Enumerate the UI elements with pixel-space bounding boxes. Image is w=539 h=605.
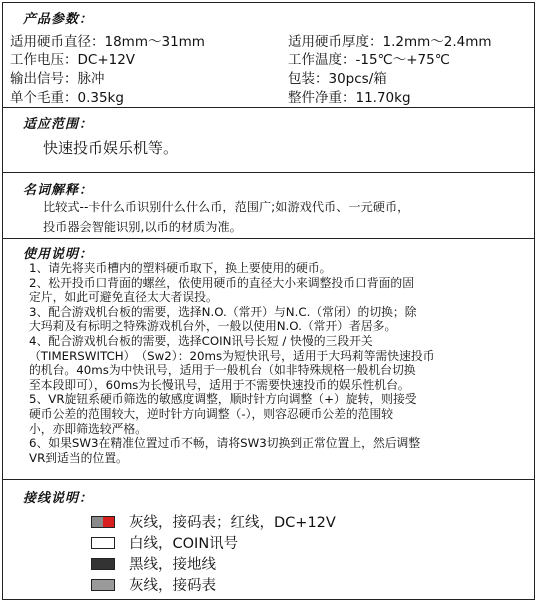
spec-coin-diameter: 适用硬币直径：18mm～31mm [10,34,205,50]
wiring-list [91,511,336,595]
spec-net-weight: 整件净重：11.70kg [288,90,411,106]
wire-swatch [91,558,115,570]
usage-title: 使用说明： [23,247,94,262]
usage-line: 2、松开投币口背面的螺丝，依使用硬币的直径大小来调整投币口背面的固 [29,275,415,290]
usage-line: 6、如果SW3在精准位置过币不畅，请将SW3切换到正常位置上，然后调整 [29,436,421,451]
wiring-item [91,532,336,553]
spec-packing: 包装：30pcs/箱 [288,71,387,87]
wiring-title: 接线说明： [23,491,94,506]
usage-notes [29,261,524,465]
spec-coin-thickness: 适用硬币厚度：1.2mm～2.4mm [288,34,492,50]
usage-line: 4、配合游戏机台板的需要，选择COIN讯号长短 / 快慢的三段开关 [29,333,373,348]
usage-line: 小，亦即筛选较严格。 [29,421,147,436]
usage-line: 硬币公差的范围较大，逆时针方向调整（-），则容忍硬币公差的范围较 [29,406,394,421]
spec-sheet [2,2,535,600]
wire-swatch [91,579,115,591]
terms-text [43,197,513,237]
usage-line: 3、配合游戏机台板的需要，选择N.O.（常开）与N.C.（常闭）的切换；除 [29,304,417,319]
divider [3,172,534,173]
divider [3,479,534,480]
wire-swatch [91,537,115,549]
wire-label: 灰线，接码表；红线，DC+12V [129,515,336,531]
usage-line: 大玛莉及有标明之特殊游戏机台外，一般以使用N.O.（常开）者居多。 [29,319,397,334]
spec-temperature: 工作温度：-15℃～+75℃ [288,52,450,68]
terms-line: 比较式--卡什么币识别什么什么币，范围广;如游戏代币、一元硬币， [43,200,410,214]
wire-label: 黑线，接地线 [129,557,216,573]
divider [3,107,534,108]
spec-output-signal: 输出信号：脉冲 [10,71,105,87]
usage-line: （TIMERSWITCH） （Sw2）：20ms为短快讯号，适用于大玛莉等需快速投币 [29,348,435,363]
terms-title: 名词解释： [23,183,94,198]
usage-line: 的机台。40ms为中快讯号，适用于一般机台（如非特殊规格一般机台切换 [29,363,416,378]
wire-label: 白线，COIN讯号 [129,536,239,552]
params-title: 产品参数： [23,12,94,27]
usage-line: 定片，如此可避免直径太大者误投。 [29,290,218,305]
spec-voltage: 工作电压：DC+12V [10,52,136,68]
wiring-item [91,553,336,574]
scope-title: 适应范围： [23,117,94,132]
usage-line: 至本段即可），60ms为长慢讯号，适用于不需要快速投币的娱乐性机台。 [29,377,410,392]
scope-text: 快速投币娱乐机等。 [43,139,179,157]
usage-line: 1、请先将夹币槽内的塑料硬币取下，换上要使用的硬币。 [29,261,332,275]
divider [3,238,534,239]
wiring-item [91,511,336,532]
terms-line: 投币器会智能识别,以币的材质为准。 [43,220,242,234]
usage-line: VR到适当的位置。 [29,450,128,465]
wiring-item [91,574,336,595]
usage-line: 5、VR旋钮系硬币筛选的敏感度调整，顺时针方向调整（+）旋转，则接受 [29,392,417,407]
spec-gross-weight: 单个毛重：0.35kg [10,90,124,106]
wire-label: 灰线，接码表 [129,578,216,594]
wire-swatch [91,516,115,528]
